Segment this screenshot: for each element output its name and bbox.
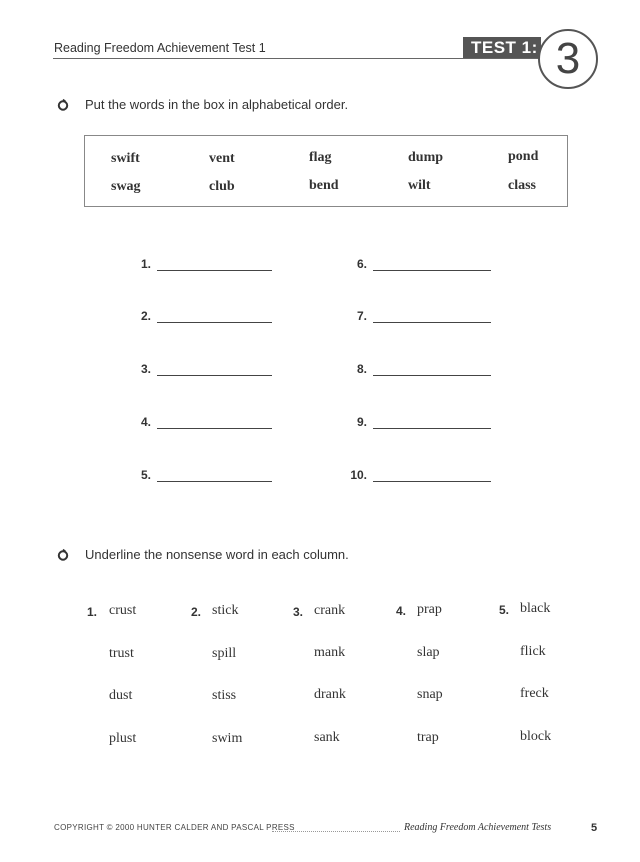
box-word: vent xyxy=(209,151,235,166)
box-word: dump xyxy=(408,150,444,165)
box-word: swift xyxy=(111,151,140,166)
answer-blank[interactable] xyxy=(373,270,491,271)
column-word[interactable]: mank xyxy=(314,645,346,660)
answer-number: 3. xyxy=(140,362,151,376)
column-word[interactable]: prap xyxy=(417,602,442,617)
swirl-bullet-icon xyxy=(56,548,70,562)
answer-blank[interactable] xyxy=(157,322,272,323)
column-word[interactable]: spill xyxy=(212,646,237,661)
answer-blank[interactable] xyxy=(157,270,272,271)
answer-number: 8. xyxy=(356,362,367,376)
column-number: 2. xyxy=(190,605,201,619)
column-word[interactable]: black xyxy=(520,601,551,616)
swirl-bullet-icon xyxy=(56,98,70,112)
answer-blank[interactable] xyxy=(373,375,491,376)
column-word[interactable]: crust xyxy=(109,603,137,618)
answer-number: 2. xyxy=(140,309,151,323)
answer-number: 6. xyxy=(356,257,367,271)
column-word[interactable]: flick xyxy=(520,644,546,659)
footer-dotted-rule xyxy=(272,831,400,832)
column-word[interactable]: crank xyxy=(314,603,346,618)
answer-number: 5. xyxy=(140,468,151,482)
word-box xyxy=(84,135,568,207)
answer-number: 10. xyxy=(350,468,367,482)
box-word: pond xyxy=(508,149,539,164)
answer-blank[interactable] xyxy=(373,428,491,429)
box-word: flag xyxy=(309,150,332,165)
header-title: Reading Freedom Achievement Test 1 xyxy=(54,41,266,55)
answer-blank[interactable] xyxy=(157,428,272,429)
footer-series-title: Reading Freedom Achievement Tests xyxy=(404,822,552,833)
column-word[interactable]: stiss xyxy=(212,688,237,703)
column-word[interactable]: plust xyxy=(109,731,137,746)
answer-number: 4. xyxy=(140,415,151,429)
column-word[interactable]: trap xyxy=(417,730,439,745)
box-word: swag xyxy=(111,179,141,194)
column-word[interactable]: swim xyxy=(212,731,243,746)
column-number: 1. xyxy=(86,605,97,619)
answer-blank[interactable] xyxy=(373,481,491,482)
box-word: bend xyxy=(309,178,339,193)
column-word[interactable]: dust xyxy=(109,688,133,703)
column-word[interactable]: snap xyxy=(417,687,443,702)
column-word[interactable]: sank xyxy=(314,730,340,745)
header-rule xyxy=(53,58,553,59)
test-label: TEST 1: xyxy=(463,37,541,58)
answer-blank[interactable] xyxy=(157,375,272,376)
answer-blank[interactable] xyxy=(373,322,491,323)
answer-number: 7. xyxy=(356,309,367,323)
answer-number: 9. xyxy=(356,415,367,429)
column-number: 5. xyxy=(498,603,509,617)
column-word[interactable]: drank xyxy=(314,687,346,702)
column-word[interactable]: freck xyxy=(520,686,549,701)
answer-blank[interactable] xyxy=(157,481,272,482)
box-word: wilt xyxy=(408,178,431,193)
footer-copyright: COPYRIGHT © 2000 HUNTER CALDER AND PASCAL PRESS xyxy=(54,823,295,832)
column-word[interactable]: slap xyxy=(417,645,440,660)
answer-number: 1. xyxy=(140,257,151,271)
box-word: class xyxy=(508,178,536,193)
box-word: club xyxy=(209,179,235,194)
column-word[interactable]: trust xyxy=(109,646,134,661)
instruction-text: Put the words in the box in alphabetical order. xyxy=(85,97,349,112)
column-number: 4. xyxy=(395,604,406,618)
test-number: 3 xyxy=(538,29,598,89)
column-word[interactable]: stick xyxy=(212,603,239,618)
column-number: 3. xyxy=(292,605,303,619)
page-number: 5 xyxy=(591,822,598,834)
column-word[interactable]: block xyxy=(520,729,552,744)
instruction-text: Underline the nonsense word in each column. xyxy=(85,547,349,562)
